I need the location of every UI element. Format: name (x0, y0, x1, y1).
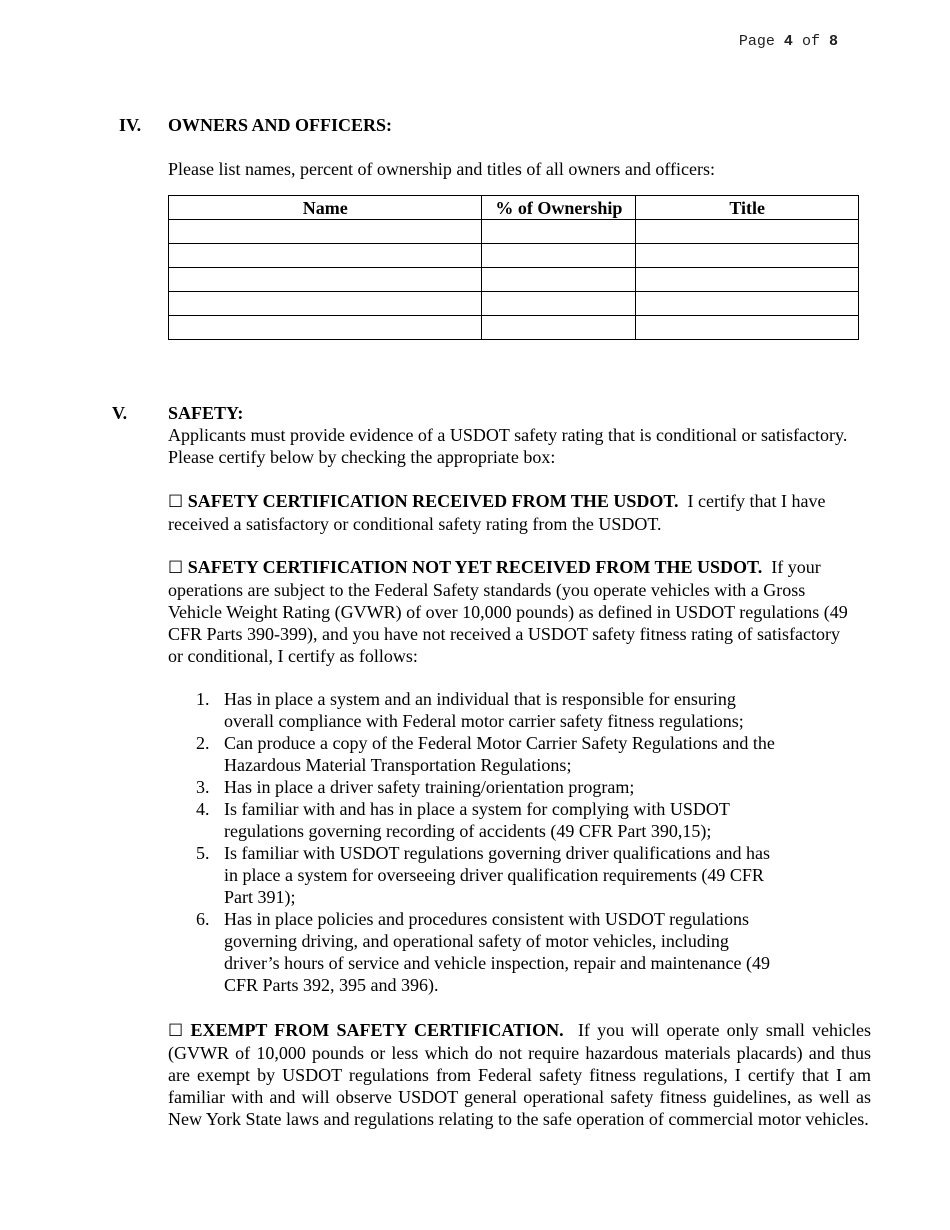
option-exempt-heading: EXEMPT FROM SAFETY CERTIFICATION. (190, 1020, 564, 1040)
list-item: 2. Can produce a copy of the Federal Motor Carrier Safety Regulations and the Hazardous Material Transportation Regulations; (196, 733, 775, 775)
table-row (169, 220, 859, 244)
section-iv-title: OWNERS AND OFFICERS: (168, 115, 393, 135)
checkbox-exempt[interactable]: ☐ (168, 1021, 184, 1041)
option-certification-not-received (168, 556, 852, 667)
title-cell[interactable] (636, 220, 859, 244)
table-row (169, 292, 859, 316)
title-cell[interactable] (636, 244, 859, 268)
ownership-cell[interactable] (482, 244, 636, 268)
table-row (169, 244, 859, 268)
option-received-text: I certify that I have received a satisfactory or conditional safety rating from the USDOT. (168, 491, 826, 534)
col-header-ownership: % of Ownership (482, 196, 636, 220)
name-cell[interactable] (169, 316, 482, 340)
safety-intro-line2: Please certify below by checking the appropriate box: (168, 447, 556, 467)
ownership-cell[interactable] (482, 316, 636, 340)
ownership-cell[interactable] (482, 292, 636, 316)
list-item: 1. Has in place a system and an individual that is responsible for ensuring overall compliance with Federal motor carrier safety fitness regulations; (196, 689, 744, 731)
list-item: 4. Is familiar with and has in place a system for complying with USDOT regulations governing recording of accidents (49 CFR Part 390,15); (196, 799, 730, 841)
name-cell[interactable] (169, 292, 482, 316)
list-item: 6. Has in place policies and procedures consistent with USDOT regulations governing driving, and operational safety of motor vehicles, including driver’s hours of service and vehicle inspection, repair and maintenance (49 CFR Parts 392, 395 and 396). (196, 909, 770, 995)
col-header-name: Name (169, 196, 482, 220)
option-certification-received (168, 490, 858, 535)
ownership-cell[interactable] (482, 220, 636, 244)
ownership-cell[interactable] (482, 268, 636, 292)
table-row (169, 316, 859, 340)
page-number: Page 4 of 8 (738, 33, 838, 50)
option-exempt (168, 1019, 871, 1130)
option-exempt-text: If you will operate only small vehicles (GVWR of 10,000 pounds or less which do not require hazardous materials placards) and thus are exempt by USDOT regulations from Federal safety fitness regulations, I certify that I am familiar with and will observe USDOT general operational safety fitness guidelines, as well as New York State laws and regulations relating to the safe operation of commercial motor vehicles. (168, 1020, 871, 1129)
section-v-number: V. (112, 403, 128, 423)
title-cell[interactable] (636, 292, 859, 316)
name-cell[interactable] (169, 220, 482, 244)
checkbox-certification-not-received[interactable]: ☐ (168, 558, 184, 578)
title-cell[interactable] (636, 268, 859, 292)
name-cell[interactable] (169, 268, 482, 292)
title-cell[interactable] (636, 316, 859, 340)
section-iv-number: IV. (119, 115, 142, 135)
option-received-heading: SAFETY CERTIFICATION RECEIVED FROM THE USDOT. (187, 491, 679, 511)
list-item: 3. Has in place a driver safety training/orientation program; (196, 777, 635, 797)
owners-instruction: Please list names, percent of ownership and titles of all owners and officers: (168, 159, 716, 179)
owners-table (168, 195, 859, 340)
section-v-title: SAFETY: (168, 403, 244, 423)
name-cell[interactable] (169, 244, 482, 268)
option-not-received-heading: SAFETY CERTIFICATION NOT YET RECEIVED FROM THE USDOT. (187, 557, 763, 577)
table-row (169, 268, 859, 292)
option-not-received-text: If your operations are subject to the Federal Safety standards (you operate vehicles with a Gross Vehicle Weight Rating (GVWR) of over 10,000 pounds) as defined in USDOT regulations (49 CFR Parts 390-399), and you have not received a USDOT safety fitness rating of satisfactory or conditional, I certify as follows: (168, 557, 848, 666)
checkbox-certification-received[interactable]: ☐ (168, 492, 184, 512)
safety-intro-line1: Applicants must provide evidence of a USDOT safety rating that is conditional or satisfactory. (168, 425, 848, 445)
list-item: 5. Is familiar with USDOT regulations governing driver qualifications and has in place a system for overseeing driver qualification requirements (49 CFR Part 391); (196, 843, 771, 907)
certification-list (168, 688, 788, 996)
col-header-title: Title (636, 196, 859, 220)
